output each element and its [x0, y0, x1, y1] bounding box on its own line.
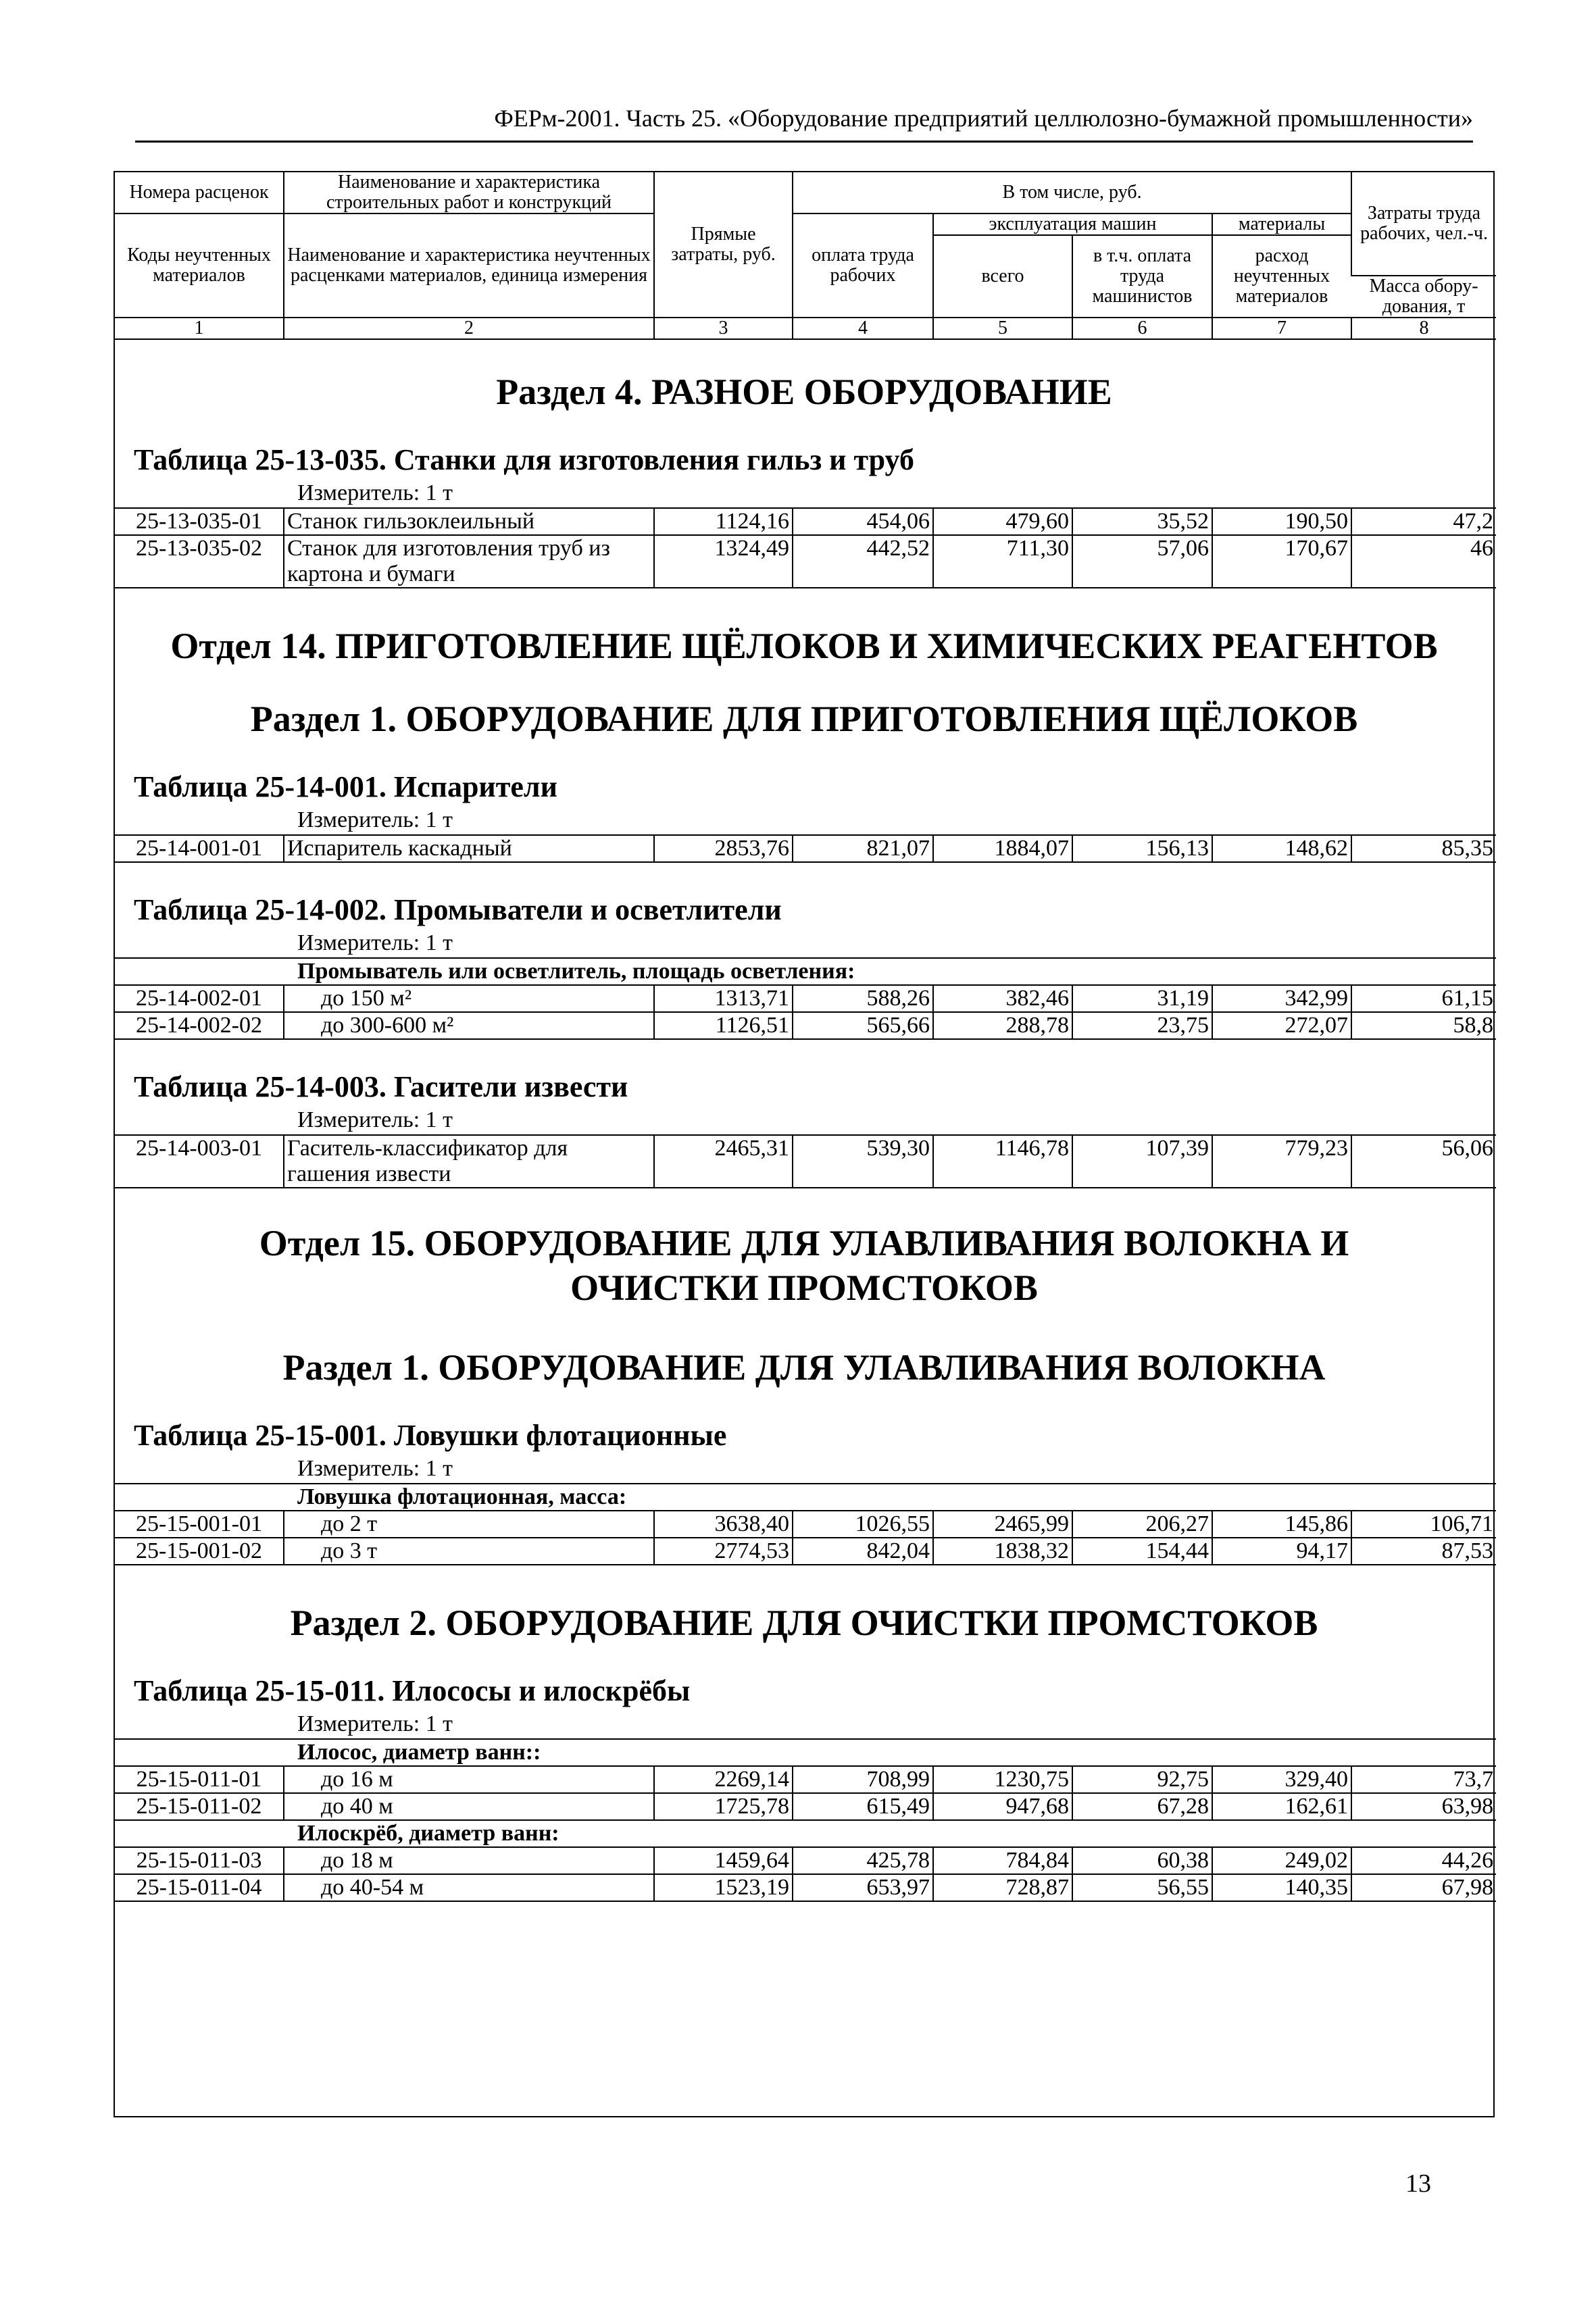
header-direct-costs: Прямые затраты, руб. — [654, 172, 793, 318]
machine-total: 1884,07 — [933, 835, 1072, 862]
direct-costs: 1324,49 — [654, 535, 793, 588]
direct-costs: 1124,16 — [654, 508, 793, 535]
rate-name: до 18 м — [284, 1847, 654, 1874]
machine-total: 382,46 — [933, 985, 1072, 1012]
table-row — [115, 1847, 1496, 1874]
unit-label: Измеритель: 1 т — [297, 930, 453, 955]
header-name-materials: Наименование и характеристика неучтенных расценками материалов, единица измерения — [284, 213, 654, 318]
materials-cost: 190,50 — [1212, 508, 1351, 535]
section-heading: Раздел 1. ОБОРУДОВАНИЕ ДЛЯ ПРИГОТОВЛЕНИЯ ЩЁЛОКОВ — [250, 699, 1358, 739]
table-row — [115, 1012, 1496, 1039]
rate-code: 25-15-001-02 — [115, 1538, 284, 1565]
header-rate-numbers: Номера расценок — [115, 172, 284, 213]
direct-costs: 1459,64 — [654, 1847, 793, 1874]
materials-cost: 249,02 — [1212, 1847, 1351, 1874]
machinist-pay: 23,75 — [1072, 1012, 1212, 1039]
rate-code: 25-15-001-01 — [115, 1511, 284, 1538]
division-heading: Отдел 14. ПРИГОТОВЛЕНИЕ ЩЁЛОКОВ И ХИМИЧЕСКИХ РЕАГЕНТОВ — [170, 626, 1438, 666]
machine-total: 1838,32 — [933, 1538, 1072, 1565]
header-rule — [135, 141, 1473, 143]
group-label: Промыватель или осветлитель, площадь осветления: — [115, 958, 1496, 985]
header-col-number: 6 — [1072, 318, 1212, 339]
materials-cost: 140,35 — [1212, 1874, 1351, 1901]
machinist-pay: 154,44 — [1072, 1538, 1212, 1565]
table-row — [115, 1766, 1496, 1793]
header-labor-pay: оплата труда рабочих — [793, 213, 933, 318]
rate-name: до 300-600 м² — [284, 1012, 654, 1039]
section-heading: Раздел 1. ОБОРУДОВАНИЕ ДЛЯ УЛАВЛИВАНИЯ ВОЛОКНА — [282, 1347, 1326, 1388]
group-row — [115, 1739, 1496, 1766]
machine-total: 288,78 — [933, 1012, 1072, 1039]
group-row — [115, 958, 1496, 985]
materials-cost: 94,17 — [1212, 1538, 1351, 1565]
machinist-pay: 206,27 — [1072, 1511, 1212, 1538]
materials-cost: 272,07 — [1212, 1012, 1351, 1039]
labor-pay: 842,04 — [793, 1538, 933, 1565]
rate-code: 25-14-003-01 — [115, 1135, 284, 1188]
rate-name: до 40-54 м — [284, 1874, 654, 1901]
labor-pay: 821,07 — [793, 835, 933, 862]
rate-code: 25-14-002-01 — [115, 985, 284, 1012]
unit-label: Измеритель: 1 т — [297, 807, 453, 832]
rate-code: 25-14-002-02 — [115, 1012, 284, 1039]
machinist-pay: 67,28 — [1072, 1793, 1212, 1820]
labor-hours: 85,35 — [1351, 835, 1496, 862]
group-label: Илоскрёб, диаметр ванн: — [115, 1820, 1496, 1847]
direct-costs: 2853,76 — [654, 835, 793, 862]
labor-pay: 565,66 — [793, 1012, 933, 1039]
table-row — [115, 535, 1496, 588]
header-machine-operation: эксплуатация машин — [933, 213, 1212, 235]
rate-name: до 16 м — [284, 1766, 654, 1793]
division-heading: Отдел 15. ОБОРУДОВАНИЕ ДЛЯ УЛАВЛИВАНИЯ ВОЛОКНА И — [259, 1223, 1349, 1263]
table-row — [115, 1874, 1496, 1901]
rate-name: Гаситель-классификатор для гашения извести — [284, 1135, 654, 1188]
header-col-number: 8 — [1351, 318, 1496, 339]
header-name-works: Наименование и характеристика строительных работ и конструкций — [284, 172, 654, 213]
labor-hours: 63,98 — [1351, 1793, 1496, 1820]
header-col-number: 2 — [284, 318, 654, 339]
machinist-pay: 60,38 — [1072, 1847, 1212, 1874]
division-heading: ОЧИСТКИ ПРОМСТОКОВ — [570, 1267, 1038, 1308]
direct-costs: 2774,53 — [654, 1538, 793, 1565]
rate-name: до 2 т — [284, 1511, 654, 1538]
labor-hours: 61,15 — [1351, 985, 1496, 1012]
materials-cost: 145,86 — [1212, 1511, 1351, 1538]
table-title: Таблица 25-15-011. Илососы и илоскрёбы — [134, 1674, 691, 1707]
header-consumption-materials: расход неучтенных материалов — [1212, 235, 1351, 318]
machinist-pay: 92,75 — [1072, 1766, 1212, 1793]
machinist-pay: 35,52 — [1072, 508, 1212, 535]
group-row — [115, 1484, 1496, 1511]
rates-table — [114, 171, 1495, 2117]
rate-code: 25-13-035-02 — [115, 535, 284, 588]
table-row — [115, 1538, 1496, 1565]
rate-name: до 40 м — [284, 1793, 654, 1820]
labor-hours: 56,06 — [1351, 1135, 1496, 1188]
rate-name: до 150 м² — [284, 985, 654, 1012]
machinist-pay: 56,55 — [1072, 1874, 1212, 1901]
header-equipment-mass: Масса обору-дования, т — [1351, 276, 1496, 318]
table-title: Таблица 25-14-001. Испарители — [134, 770, 557, 803]
header-col-number: 4 — [793, 318, 933, 339]
labor-pay: 539,30 — [793, 1135, 933, 1188]
rate-code: 25-15-011-01 — [115, 1766, 284, 1793]
data-table — [115, 507, 1496, 588]
header-including: В том числе, руб. — [793, 172, 1351, 213]
machine-total: 479,60 — [933, 508, 1072, 535]
rate-code: 25-15-011-03 — [115, 1847, 284, 1874]
header-col-number: 3 — [654, 318, 793, 339]
rate-code: 25-13-035-01 — [115, 508, 284, 535]
materials-cost: 170,67 — [1212, 535, 1351, 588]
materials-cost: 342,99 — [1212, 985, 1351, 1012]
table-title: Таблица 25-13-035. Станки для изготовления гильз и труб — [134, 443, 914, 476]
rate-code: 25-14-001-01 — [115, 835, 284, 862]
running-header: ФЕРм-2001. Часть 25. «Оборудование предприятий целлюлозно-бумажной промышленности» — [494, 105, 1473, 132]
table-title: Таблица 25-14-003. Гасители извести — [134, 1070, 628, 1103]
group-row — [115, 1820, 1496, 1847]
labor-hours: 46 — [1351, 535, 1496, 588]
labor-hours: 87,53 — [1351, 1538, 1496, 1565]
table-row — [115, 1793, 1496, 1820]
column-header — [115, 172, 1496, 340]
labor-hours: 58,8 — [1351, 1012, 1496, 1039]
section-heading: Раздел 4. РАЗНОЕ ОБОРУДОВАНИЕ — [496, 372, 1112, 412]
rate-name: до 3 т — [284, 1538, 654, 1565]
direct-costs: 3638,40 — [654, 1511, 793, 1538]
labor-pay: 442,52 — [793, 535, 933, 588]
table-title: Таблица 25-15-001. Ловушки флотационные — [134, 1419, 727, 1452]
materials-cost: 148,62 — [1212, 835, 1351, 862]
labor-hours: 47,2 — [1351, 508, 1496, 535]
labor-pay: 708,99 — [793, 1766, 933, 1793]
machine-total: 947,68 — [933, 1793, 1072, 1820]
table-row — [115, 1511, 1496, 1538]
rate-name: Станок гильзоклеильный — [284, 508, 654, 535]
unit-label: Измеритель: 1 т — [297, 1711, 453, 1736]
rate-code: 25-15-011-04 — [115, 1874, 284, 1901]
labor-pay: 454,06 — [793, 508, 933, 535]
header-col-number: 5 — [933, 318, 1072, 339]
rate-code: 25-15-011-02 — [115, 1793, 284, 1820]
materials-cost: 162,61 — [1212, 1793, 1351, 1820]
data-table — [115, 1134, 1496, 1188]
table-row — [115, 985, 1496, 1012]
machine-total: 711,30 — [933, 535, 1072, 588]
table-row — [115, 835, 1496, 862]
machine-total: 1230,75 — [933, 1766, 1072, 1793]
header-machinist-pay: в т.ч. оплата труда машинистов — [1072, 235, 1212, 318]
header-total: всего — [933, 235, 1072, 318]
unit-label: Измеритель: 1 т — [297, 480, 453, 505]
header-col-number: 1 — [115, 318, 284, 339]
unit-label: Измеритель: 1 т — [297, 1107, 453, 1132]
direct-costs: 1313,71 — [654, 985, 793, 1012]
machinist-pay: 107,39 — [1072, 1135, 1212, 1188]
table-row — [115, 1135, 1496, 1188]
header-labor-costs: Затраты труда рабочих, чел.-ч. — [1351, 172, 1496, 276]
header-codes-materials: Коды неучтенных материалов — [115, 213, 284, 318]
labor-pay: 1026,55 — [793, 1511, 933, 1538]
table-title: Таблица 25-14-002. Промыватели и осветлители — [134, 893, 782, 926]
machine-total: 728,87 — [933, 1874, 1072, 1901]
labor-hours: 106,71 — [1351, 1511, 1496, 1538]
machine-total: 784,84 — [933, 1847, 1072, 1874]
labor-pay: 425,78 — [793, 1847, 933, 1874]
machinist-pay: 57,06 — [1072, 535, 1212, 588]
machine-total: 2465,99 — [933, 1511, 1072, 1538]
direct-costs: 1523,19 — [654, 1874, 793, 1901]
data-table — [115, 1483, 1496, 1565]
materials-cost: 329,40 — [1212, 1766, 1351, 1793]
page-number: 13 — [1405, 2169, 1431, 2198]
direct-costs: 2269,14 — [654, 1766, 793, 1793]
header-materials: материалы — [1212, 213, 1351, 235]
group-label: Илосос, диаметр ванн:: — [115, 1739, 1496, 1766]
direct-costs: 1725,78 — [654, 1793, 793, 1820]
rate-name: Испаритель каскадный — [284, 835, 654, 862]
machinist-pay: 156,13 — [1072, 835, 1212, 862]
section-heading: Раздел 2. ОБОРУДОВАНИЕ ДЛЯ ОЧИСТКИ ПРОМСТОКОВ — [290, 1603, 1318, 1643]
labor-hours: 44,26 — [1351, 1847, 1496, 1874]
direct-costs: 2465,31 — [654, 1135, 793, 1188]
unit-label: Измеритель: 1 т — [297, 1456, 453, 1481]
data-table — [115, 957, 1496, 1040]
header-col-number: 7 — [1212, 318, 1351, 339]
data-table — [115, 1738, 1496, 1902]
labor-pay: 653,97 — [793, 1874, 933, 1901]
labor-pay: 588,26 — [793, 985, 933, 1012]
labor-hours: 67,98 — [1351, 1874, 1496, 1901]
machinist-pay: 31,19 — [1072, 985, 1212, 1012]
group-label: Ловушка флотационная, масса: — [115, 1484, 1496, 1511]
direct-costs: 1126,51 — [654, 1012, 793, 1039]
machine-total: 1146,78 — [933, 1135, 1072, 1188]
data-table — [115, 834, 1496, 863]
rate-name: Станок для изготовления труб из картона и бумаги — [284, 535, 654, 588]
table-row — [115, 508, 1496, 535]
materials-cost: 779,23 — [1212, 1135, 1351, 1188]
labor-pay: 615,49 — [793, 1793, 933, 1820]
labor-hours: 73,7 — [1351, 1766, 1496, 1793]
